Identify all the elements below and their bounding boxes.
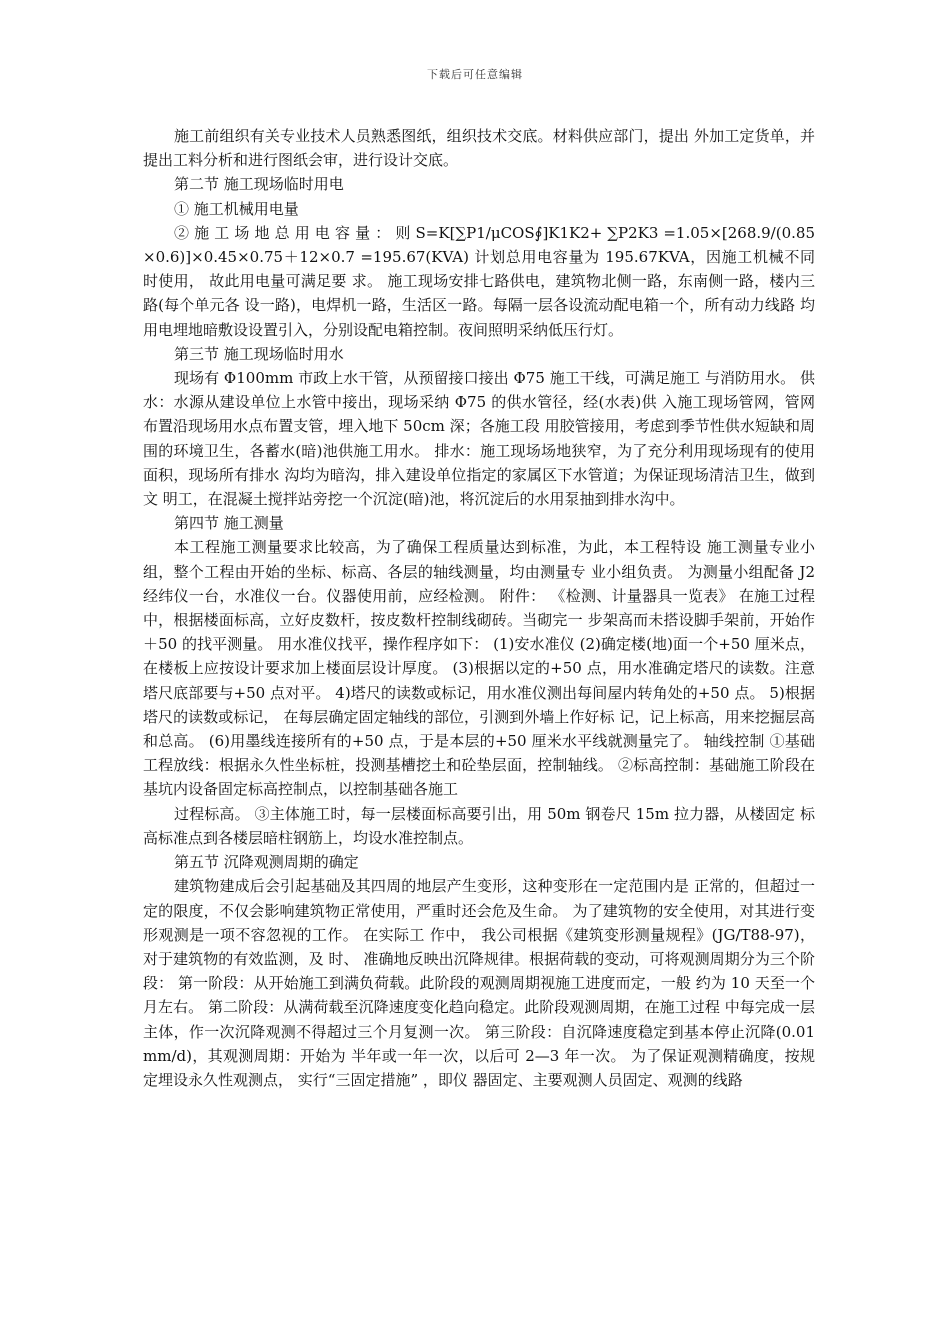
subsection-heading: ① 施工机械用电量: [174, 199, 299, 218]
document-body: [143, 124, 815, 1092]
paragraph: 施工前组织有关专业技术人员熟悉图纸，组织技术交底。材料供应部门，提出 外加工定货单，并提出工料分析和进行图纸会审，进行设计交底。: [143, 127, 815, 170]
paragraph: 本工程施工测量要求比较高，为了确保工程质量达到标准，为此，本工程特设 施工测量专业小组，整个工程由开始的坐标、标高、各层的轴线测量，均由测量专 业小组负责。 为测量小组配备 J2 经纬仪一台，水准仪一台。仪器使用前，应经检测。 附件： 《检测、计量器具一览表》 在施工过程中，根据楼面标高，立好皮数杆，按皮数杆控制线砌砖。当砌完一 步架高而未搭设脚手架前，开始作＋50 的找平测量。 用水准仪找平，操作程序如下： (1)安水准仪 (2)确定楼(地)面一个+50 厘米点，在楼板上应按设计要求加上楼面层设计厚度。 (3)根据以定的+50 点，用水准确定塔尺的读数。注意塔尺底部要与+50 点对平。 4)塔尺的读数或标记，用水准仪测出每间屋内转角处的+50 点。 5)根据塔尺的读数或标记， 在每层确定固定轴线的部位，引测到外墙上作好标 记，记上标高，用来挖掘层高和总高。 (6)用墨线连接所有的+50 点，于是本层的+50 厘米水平线就测量完了。 轴线控制 ①基础工程放线：根据永久性坐标桩，投测基槽挖土和砼垫层面，控制轴线。 ②标高控制：基础施工阶段在基坑内设备固定标高控制点，以控制基础各施工: [143, 538, 815, 799]
page-header: 下载后可任意编辑: [427, 68, 523, 81]
section-heading: 第四节 施工测量: [174, 514, 284, 533]
section-heading: 第五节 沉降观测周期的确定: [174, 853, 359, 872]
paragraph: 现场有 Φ100mm 市政上水干管，从预留接口接出 Φ75 施工干线，可满足施工 与消防用水。 供水：水源从建设单位上水管中接出，现场采纳 Φ75 的供水管径，经(水表)供 入施工现场管网，管网布置沿现场用水点布置支管，埋入地下 50cm 深；各施工段 用胶管接用，考虑到季节性供水短缺和周围的环境卫生，各蓄水(暗)池供施工用水。 排水：施工现场场地狭窄，为了充分利用现场现有的使用面积，现场所有排水 沟均为暗沟，排入建设单位指定的家属区下水管道；为保证现场清洁卫生，做到文 明工，在混凝土搅拌站旁挖一个沉淀(暗)池，将沉淀后的水用泵抽到排水沟中。: [143, 369, 815, 509]
section-heading: 第三节 施工现场临时用水: [174, 344, 344, 363]
paragraph: ② 施 工 场 地 总 用 电 容 量 ： 则 S=K[∑P1/μCOS∮]K1K2+ ∑P2K3 =1.05×[268.9/(0.85×0.6)]×0.45×0.75＋12×0.7 =195.67(KVA) 计划总用电容量为 195.67KVA，因施工机械不同时使用， 故此用电量可满足要 求。 施工现场安排七路供电，建筑物北侧一路，东南侧一路，楼内三路(每个单元各 设一路)，电焊机一路，生活区一路。每隔一层各设流动配电箱一个，所有动力线路 均用电埋地暗敷设设置引入，分别设配电箱控制。夜间照明采纳低压行灯。: [143, 223, 815, 339]
section-heading: 第二节 施工现场临时用电: [174, 175, 344, 194]
paragraph: 建筑物建成后会引起基础及其四周的地层产生变形，这种变形在一定范围内是 正常的，但超过一定的限度，不仅会影响建筑物正常使用，严重时还会危及生命。 为了建筑物的安全使用，对其进行变形观测是一项不容忽视的工作。 在实际工 作中， 我公司根据《建筑变形测量规程》(JG/T88-97)，对于建筑物的有效监测，及 时、 准确地反映出沉降规律。根据荷载的变动，可将观测周期分为三个阶段： 第一阶段：从开始施工到满负荷载。此阶段的观测周期视施工进度而定，一般 约为 10 天至一个月左右。 第二阶段：从满荷载至沉降速度变化趋向稳定。此阶段观测周期，在施工过程 中每完成一层主体，作一次沉降观测不得超过三个月复测一次。 第三阶段：自沉降速度稳定到基本停止沉降(0.01mm/d)，其观测周期：开始为 半年或一年一次，以后可 2—3 年一次。 为了保证观测精确度，按规定埋设永久性观测点， 实行“三固定措施” ，即仪 器固定、主要观测人员固定、观测的线路: [143, 877, 815, 1089]
paragraph: 过程标高。 ③主体施工时，每一层楼面标高要引出，用 50m 钢卷尺 15m 拉力器，从楼固定 标高标准点到各楼层暗柱钢筋上，均设水准控制点。: [143, 804, 815, 847]
